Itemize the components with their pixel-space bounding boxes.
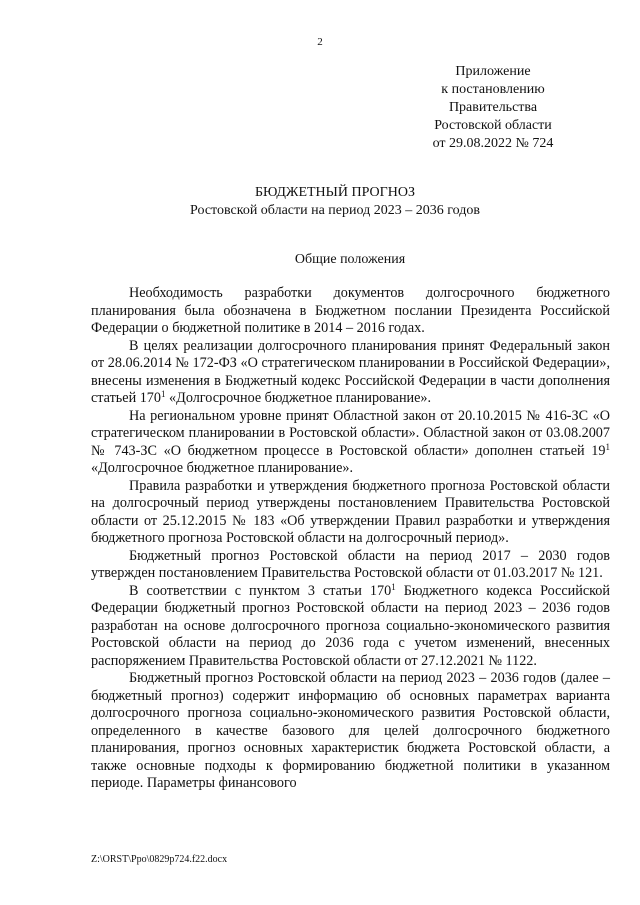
annex-line-region: Ростовской области xyxy=(434,118,552,133)
paragraph-6-text: В соответствии с пунктом 3 статьи 170 xyxy=(129,582,392,599)
paragraph-5: Бюджетный прогноз Ростовской области на период 2017 – 2030 годов утвержден постановлением Правительства Ростовской области от 01.03.2017 № 121. xyxy=(91,547,610,581)
footer-file-path: Z:\ORST\Ppo\0829p724.f22.docx xyxy=(91,854,228,865)
section-heading-text: Общие положения xyxy=(294,252,406,267)
paragraph-6-superscript: 1 xyxy=(391,581,396,592)
paragraph-2-text-end: «Долгосрочное бюджетное планирование». xyxy=(165,390,432,406)
paragraph-6-text-end: Бюджетного кодекса Российской Федерации бюджетный прогноз Ростовской области на период 2023 – 2036 годов разработан на основе долгосрочного прогноза социально-экономического развития Ростовской области на период до 2036 года с учетом изменений, внесенных распоряжением Правительства Ростовской области от 27.12.2021 № 1122. xyxy=(91,582,610,669)
paragraph-3-text-end: «Долгосрочное бюджетное планирование». xyxy=(91,460,354,476)
annex-line-government: Правительства xyxy=(448,100,538,115)
paragraph-2-text: В целях реализации долгосрочного планирования принят Федеральный закон от 28.06.2014 № 172-ФЗ «О стратегическом планировании в Российской Федерации», внесены изменения в Бюджетный кодекс Российской Федерации в части дополнения статьей 170 xyxy=(91,337,610,406)
section-heading xyxy=(0,251,640,269)
document-body xyxy=(91,285,610,793)
page-number: 2 xyxy=(317,36,323,48)
paragraph-6 xyxy=(91,583,610,671)
paragraph-2-superscript: 1 xyxy=(161,389,166,399)
annex-line-appendix: Приложение xyxy=(455,64,531,79)
document-title-block xyxy=(0,184,640,220)
paragraph-3-superscript: 1 xyxy=(605,441,610,452)
annex-line-resolution: к постановлению xyxy=(441,82,545,97)
document-title: БЮДЖЕТНЫЙ ПРОГНОЗ xyxy=(254,185,415,200)
paragraph-7: Бюджетный прогноз Ростовской области на период 2023 – 2036 годов (далее – бюджетный прогноз) содержит информацию об основных параметрах варианта долгосрочного прогноза социально-экономического развития Ростовской области, определенного в качестве базового для целей долгосрочного бюджетного планирования, прогноз основных характеристик бюджета Ростовской области, а также основные подходы к формированию бюджетной политики в указанном периоде. Параметры финансового xyxy=(91,670,610,791)
paragraph-3-text: На региональном уровне принят Областной закон от 20.10.2015 № 416-ЗС «О стратегическом планировании в Ростовской области». Областной закон от 03.08.2007 № 743-ЗС «О бюджетном процессе в Ростовской области» дополнен статьей 19 xyxy=(91,407,610,459)
annex-block xyxy=(403,63,583,153)
paragraph-3 xyxy=(91,408,610,478)
paragraph-1: Необходимость разработки документов долгосрочного бюджетного планирования была обозначена в Бюджетном послании Президента Российской Федерации о бюджетной политике в 2014 – 2016 годах. xyxy=(91,285,610,336)
document-subtitle: Ростовской области на период 2023 – 2036 годов xyxy=(190,203,480,218)
annex-line-date-number: от 29.08.2022 № 724 xyxy=(432,136,554,151)
paragraph-2 xyxy=(91,338,610,408)
paragraph-4: Правила разработки и утверждения бюджетного прогноза Ростовской области на долгосрочный период утверждены постановлением Правительства Ростовской области от 25.12.2015 № 183 «Об утверждении Правил разработки и утверждения бюджетного прогноза Ростовской области на долгосрочный период». xyxy=(91,477,610,546)
